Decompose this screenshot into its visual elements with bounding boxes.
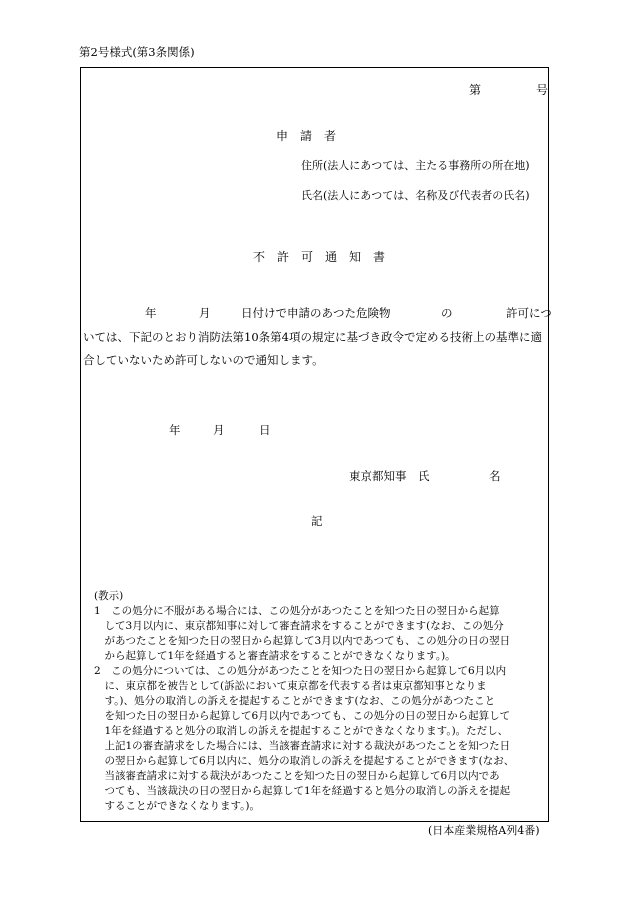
date-month: 月 bbox=[213, 423, 225, 437]
notice-line: 2 この処分については、この処分があつたことを知つた日の翌日から起算して6月以内 bbox=[94, 665, 507, 677]
form-number-label: 第2号様式(第3条関係) bbox=[79, 45, 195, 59]
date-year: 年 bbox=[169, 423, 181, 437]
notice-heading: (教示) bbox=[94, 590, 124, 602]
notice-line: の翌日から起算して6月以内に、処分の取消しの訴えを提起することができます(なお、 bbox=[94, 755, 515, 767]
body-year: 年 bbox=[145, 306, 157, 320]
notice-line: に、東京都を被告として(訴訟において東京都を代表する者は東京都知事となりま bbox=[94, 680, 487, 692]
signatory-title: 東京都知事 氏 bbox=[349, 469, 430, 483]
notice-line: つても、当該裁決の日の翌日から起算して1年を経過すると処分の取消しの訴えを提起 bbox=[94, 785, 511, 797]
notice-line: があつたことを知つた日の翌日から起算して3月以内であつても、この処分の日の翌日 bbox=[94, 635, 511, 647]
notice-block bbox=[94, 589, 514, 814]
notice-line: から起算して1年を経過すると審査請求をすることができなくなります。)。 bbox=[94, 650, 456, 662]
body-day-text: 日付けで申請のあつた危険物 bbox=[241, 306, 391, 320]
applicant-name-label: 氏名(法人にあつては、名称及び代表者の氏名) bbox=[301, 189, 530, 202]
notice-line: 当該審査請求に対する裁決があつたことを知つた日の翌日から起算して6月以内であ bbox=[94, 770, 500, 782]
notice-line: して3月以内に、東京都知事に対して審査請求をすることができます(なお、この処分 bbox=[94, 620, 504, 632]
paper-size-footer: (日本産業規格A列4番) bbox=[428, 824, 540, 837]
notice-line: 1年を経過すると処分の取消しの訴えを提起することができなくなります。)。ただし、 bbox=[94, 725, 509, 737]
body-permit-text: 許可につ bbox=[506, 306, 552, 320]
number-suffix: 号 bbox=[536, 83, 549, 97]
date-day: 日 bbox=[259, 423, 271, 437]
notice-line: を知つた日の翌日から起算して6月以内であつても、この処分の日の翌日から起算して bbox=[94, 710, 511, 722]
applicant-address-label: 住所(法人にあつては、主たる事務所の所在地) bbox=[301, 159, 530, 172]
notice-line: す。)、処分の取消しの訴えを提起することができます(なお、この処分があつたこと bbox=[94, 695, 496, 707]
body-line-3: 合していないため許可しないので通知します。 bbox=[83, 353, 324, 367]
body-particle: の bbox=[441, 306, 453, 320]
notice-line: 1 この処分に不服がある場合には、この処分があつたことを知つた日の翌日から起算 bbox=[94, 605, 500, 617]
body-line-2: いては、下記のとおり消防法第10条第4項の規定に基づき政令で定める技術上の基準に適 bbox=[83, 330, 542, 344]
notice-line: 上記1の審査請求をした場合には、当該審査請求に対する裁決があつたことを知つた日 bbox=[94, 740, 511, 752]
record-mark: 記 bbox=[311, 514, 323, 528]
signatory-name-mark: 名 bbox=[489, 469, 501, 483]
applicant-heading: 申 請 者 bbox=[276, 129, 337, 143]
form-frame bbox=[80, 67, 552, 822]
body-month: 月 bbox=[199, 306, 211, 320]
document-title: 不 許 可 通 知 書 bbox=[253, 250, 386, 264]
number-prefix: 第 bbox=[469, 83, 482, 97]
notice-line: することができなくなります。)。 bbox=[94, 800, 261, 812]
